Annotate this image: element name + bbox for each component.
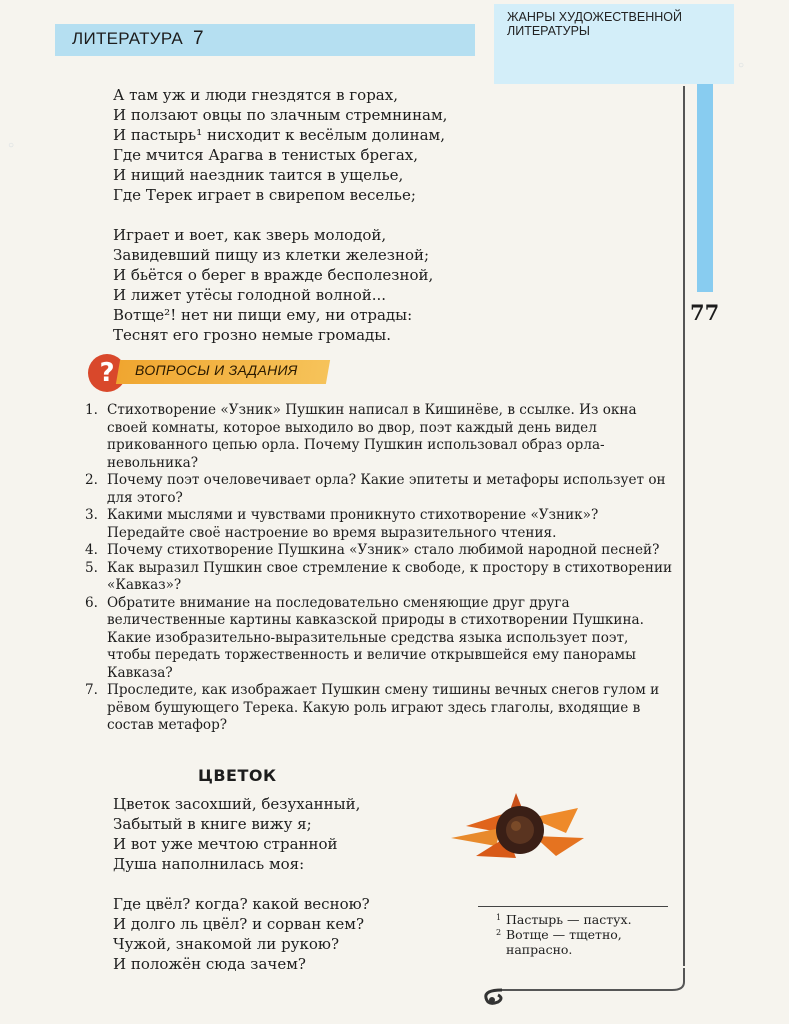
- watermark: ○: [8, 140, 15, 151]
- poem-line: И нищий наездник таится в ущелье,: [113, 166, 404, 184]
- question-number: 2.: [85, 472, 98, 488]
- watermark: ○: [738, 60, 745, 71]
- poem-line: Теснят его грозно немые громады.: [113, 326, 391, 344]
- poem-line: Где цвёл? когда? какой весною?: [113, 895, 370, 913]
- question-text: Как выразил Пушкин свое стремление к свободе, к простору в стихотворении «Кавказ»?: [107, 559, 673, 593]
- question-number: 6.: [85, 594, 98, 611]
- question-number: 7.: [85, 682, 98, 698]
- question-text: Почему поэт очеловечивает орла? Какие эпитеты и метафоры использует он для этого?: [107, 472, 666, 506]
- stanza-gap: [113, 874, 370, 894]
- margin-line: [683, 86, 685, 966]
- poem-line: Где Терек играет в свирепом веселье;: [113, 186, 416, 204]
- poem-line: И вот уже мечтою странной: [113, 835, 338, 853]
- question-item: [85, 595, 675, 683]
- question-text: Почему стихотворение Пушкина «Узник» стало любимой народной песней?: [107, 542, 660, 558]
- footnotes: [484, 912, 674, 957]
- footnote-text: Вотще — тщетно, напрасно.: [506, 927, 622, 957]
- question-item: [85, 542, 675, 560]
- question-icon: ?: [88, 354, 126, 392]
- flower-illustration: [446, 778, 586, 868]
- footnote-divider: [478, 906, 668, 907]
- section-title: ЖАНРЫ ХУДОЖЕСТВЕННОЙ ЛИТЕРАТУРЫ: [507, 10, 682, 38]
- question-number: 4.: [85, 542, 98, 558]
- question-number: 3.: [85, 507, 98, 523]
- question-text: Какими мыслями и чувствами проникнуто стихотворение «Узник»? Передайте своё настроение во время выразительного чтения.: [107, 507, 599, 541]
- poem-line: И бьётся о берег в вражде бесполезной,: [113, 266, 434, 284]
- footnote: [484, 912, 674, 927]
- poem-title: ЦВЕТОК: [198, 766, 277, 785]
- questions-list: [85, 402, 675, 735]
- page-number: 77: [690, 300, 720, 325]
- poem-line: И ползают овцы по злачным стремнинам,: [113, 106, 448, 124]
- poem-top: [113, 85, 447, 345]
- question-number: 5.: [85, 559, 98, 576]
- footnote-text: Пастырь — пастух.: [506, 912, 632, 927]
- question-text: Обратите внимание на последовательно сменяющие друг друга величественные картины кавказской природы в стихотворении Пушкина. Какие изобразительно-выразительные средства языка использует поэт, чтобы передать торжественность и величие открывшейся ему панорамы Кавказа?: [107, 594, 644, 681]
- stanza-gap: [113, 205, 447, 225]
- header-subject: [72, 28, 204, 50]
- question-text: Стихотворение «Узник» Пушкин написал в Кишинёве, в ссылке. Из окна своей комнаты, которое выходило во двор, поэт каждый день видел прикованного цепью орла. Почему Пушкин использовал образ орла-невольника?: [107, 402, 637, 471]
- dried-flower-icon: [451, 793, 584, 858]
- poem-line: Чужой, знакомой ли рукою?: [113, 935, 340, 953]
- poem-line: Душа наполнилась моя:: [113, 855, 305, 873]
- flower-poem: [113, 794, 370, 974]
- poem-line: Забытый в книге вижу я;: [113, 815, 312, 833]
- footnote: [484, 927, 674, 957]
- poem-line: Играет и воет, как зверь молодой,: [113, 226, 387, 244]
- poem-line: И положён сюда зачем?: [113, 955, 306, 973]
- questions-title: ВОПРОСЫ И ЗАДАНИЯ: [135, 362, 298, 378]
- footnote-mark: 2: [496, 928, 502, 937]
- swirl-ornament-icon: [472, 968, 687, 1008]
- margin-color-bar: [697, 84, 713, 292]
- footnote-mark: 1: [496, 913, 502, 922]
- poem-line: А там уж и люди гнездятся в горах,: [113, 86, 398, 104]
- question-item: [85, 402, 675, 472]
- question-item: [85, 507, 675, 542]
- poem-line: Где мчится Арагва в тенистых брегах,: [113, 146, 419, 164]
- question-item: [85, 472, 675, 507]
- question-item: [85, 560, 675, 595]
- subject-label: ЛИТЕРАТУРА: [72, 29, 184, 48]
- question-text: Проследите, как изображает Пушкин смену тишины вечных снегов гулом и рёвом бушующего Терека. Какую роль играют здесь глаголы, входящие в состав метафор?: [107, 682, 660, 733]
- poem-line: И пастырь¹ нисходит к весёлым долинам,: [113, 126, 445, 144]
- poem-line: И лижет утёсы голодной волной...: [113, 286, 387, 304]
- poem-line: И долго ль цвёл? и сорван кем?: [113, 915, 364, 933]
- grade-label: 7: [193, 28, 204, 49]
- question-item: [85, 682, 675, 735]
- poem-line: Вотще²! нет ни пищи ему, ни отрады:: [113, 306, 413, 324]
- question-number: 1.: [85, 402, 98, 418]
- poem-line: Завидевший пищу из клетки железной;: [113, 246, 430, 264]
- poem-line: Цветок засохший, безуханный,: [113, 795, 361, 813]
